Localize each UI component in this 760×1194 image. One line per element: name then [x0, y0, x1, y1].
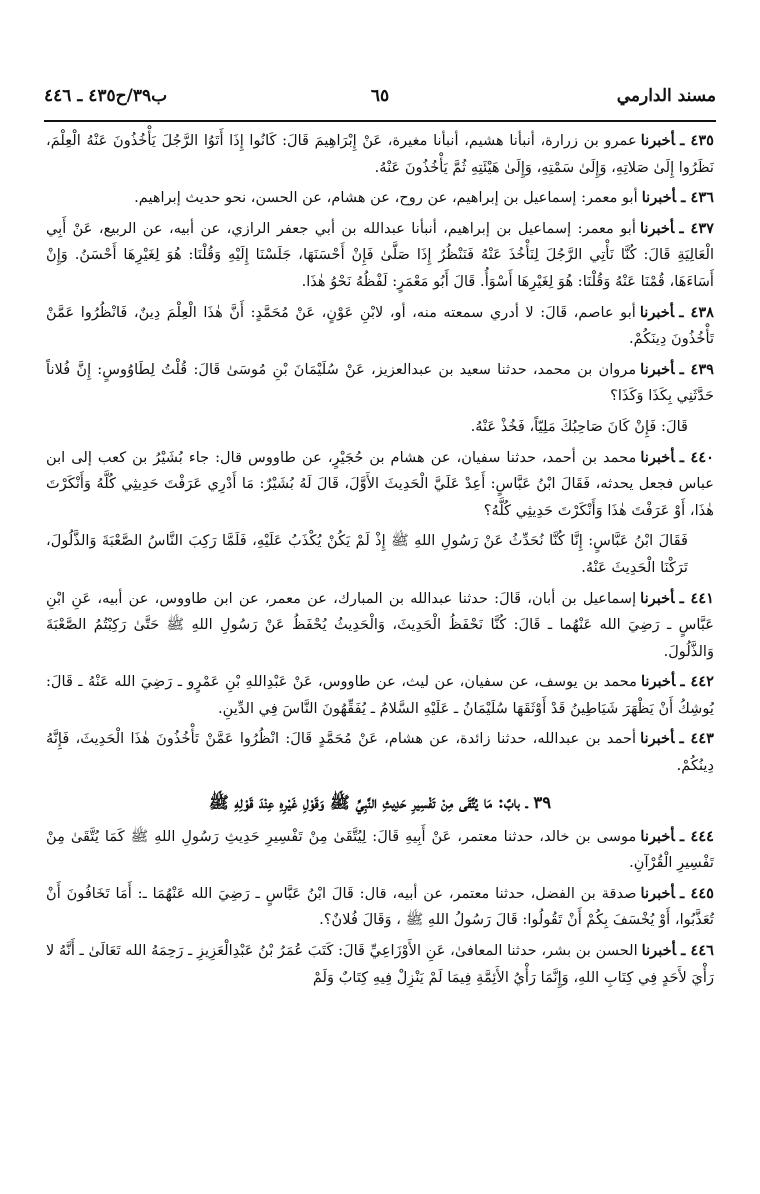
- hadith-number: ٤٣٧ ـ: [679, 219, 715, 237]
- hadith-text: الحسن بن بشر، حدثنا المعافىٰ، عَنِ الأَوْزَاعِيِّ قَالَ: كَتَبَ عُمَرُ بْنُ عَبْدِالْعَزِيزِ ـ رَحِمَهُ الله تَعَالَىٰ ـ أَنَّهُ لا رَأْيَ لأَحَدٍ فِي كِتَابِ اللهِ، وَإِنَّمَا رَأْيُ الأَئِمَّةِ فِيمَا لَمْ يَنْزِلْ فِيهِ كِتَابٌ وَلَمْ: [46, 942, 714, 986]
- hadith-paragraph: [46, 824, 714, 877]
- chain-lead-word: أخبرنا: [640, 132, 676, 149]
- book-title: مسند الدارمي: [616, 86, 716, 106]
- page-number: ٦٥: [370, 86, 390, 106]
- hadith-paragraph: [46, 216, 714, 296]
- hadith-paragraph: [46, 669, 714, 722]
- page-header: [44, 86, 716, 120]
- hadith-paragraph: [46, 881, 714, 934]
- hadith-number: ٤٣٨ ـ: [679, 303, 714, 321]
- chain-lead-word: أخبرنا: [640, 360, 675, 378]
- chain-lead-word: أخبرنا: [639, 303, 675, 321]
- hadith-paragraph: [46, 938, 714, 991]
- chain-lead-word: أخبرنا: [639, 219, 675, 237]
- chain-lead-word: أخبرنا: [640, 589, 675, 607]
- hadith-text: مروان بن محمد، حدثنا سعيد بن عبدالعزيز، عَنْ سُلَيْمَانَ بْنِ مُوسَىٰ قَالَ: قُلْتُ لِطَاوُوسٍ: إِنَّ فُلاناً حَدَّثَنِي بِكَذَا وَكَذَا؟: [46, 360, 714, 405]
- hadith-paragraph: [46, 300, 714, 353]
- chain-lead-word: أخبرنا: [640, 730, 675, 748]
- hadith-number: ٤٤٠ ـ: [679, 448, 714, 466]
- hadith-text: أبو عاصم، قَالَ: لا أدري سمعته منه، أو، لابْنِ عَوْنٍ، عَنْ مُحَمَّدٍ: أَنَّ هٰذَا الْعِلْمَ دِينٌ، فَانْظُرُوا عَمَّنْ تَأْخُذُونَ دِينَكُمْ.: [46, 303, 714, 348]
- hadith-number: ٤٤٣ ـ: [679, 730, 715, 748]
- chain-lead-word: أخبرنا: [641, 189, 677, 207]
- chain-lead-word: أخبرنا: [640, 673, 676, 691]
- page-body: [46, 128, 714, 995]
- hadith-paragraph: [46, 128, 714, 181]
- hadith-text: أبو معمر: إسماعيل بن إبراهيم، أنبأنا عبدالله بن أبي جعفر الرازي، عن أبيه، عن الربيع، عَنْ أَبِي الْعَالِيَةِ قَالَ: كُنَّا نَأْتِي الرَّجُلَ لِنَأْخُذَ عَنْهُ فَنَنْظُرُ إِذَا صَلَّىٰ فَإِنْ أَحْسَنَهَا، جَلَسْنَا إِلَيْهِ وَقُلْنَا: هُوَ لِغَيْرِهَا أَحْسَنُ. وَإِنْ أَسَاءَهَا، قُمْنَا عَنْهُ وَقُلْنَا: هُوَ لِغَيْرِهَا أَسْوَأُ. قَالَ أَبُو مَعْمَرٍ: لَفْظُهُ نَحْوُ هٰذَا.: [46, 219, 714, 290]
- hadith-number: ٤٣٦ ـ: [681, 189, 714, 207]
- hadith-number: ٤٣٥ ـ: [680, 132, 714, 149]
- hadith-paragraph: [46, 357, 714, 410]
- hadith-paragraph: [46, 185, 714, 212]
- hadith-text: فَقَالَ ابْنُ عَبَّاسٍ: إِنَّا كُنَّا نُحَدِّثُ عَنْ رَسُولِ اللهِ ﷺ إِذْ لَمْ يَكُنْ يُكْذَبُ عَلَيْهِ، فَلَمَّا رَكِبَ النَّاسُ الصَّعْبَةَ وَالذَّلُولَ، تَرَكْنَا الْحَدِيثَ عَنْهُ.: [46, 532, 688, 576]
- hadith-text: أحمد بن عبدالله، حدثنا زائدة، عن هشام، عَنْ مُحَمَّدٍ قَالَ: انْظُرُوا عَمَّنْ تَأْخُذُونَ هٰذَا الْحَدِيثَ، فَإِنَّهُ دِينُكُمْ.: [46, 730, 714, 775]
- hadith-range: ب٣٩/ح٤٣٥ ـ ٤٤٦: [44, 86, 168, 106]
- header-rule: [44, 120, 716, 122]
- hadith-paragraph: [46, 445, 714, 525]
- chain-lead-word: أخبرنا: [640, 448, 675, 466]
- hadith-continuation: [46, 528, 714, 581]
- chain-lead-word: أخبرنا: [640, 827, 675, 845]
- hadith-group-1: [46, 128, 714, 780]
- hadith-number: ٤٤١ ـ: [679, 589, 715, 607]
- hadith-continuation: [46, 414, 714, 441]
- hadith-text: عمرو بن زرارة، أنبأنا هشيم، أنبأنا مغيرة، عَنْ إِبْرَاهِيمَ قَالَ: كَانُوا إِذَا أَتَوُا الرَّجُلَ يَأْخُذُونَ عَنْهُ الْعِلْمَ، نَظَرُوا إِلَىٰ صَلاتِهِ، وَإِلَىٰ سَمْتِهِ، وَإِلَىٰ هَيْئَتِهِ ثُمَّ يَأْخُذُونَ عَنْهُ.: [46, 132, 714, 176]
- hadith-number: ٤٤٢ ـ: [680, 673, 715, 691]
- hadith-number: ٤٤٦ ـ: [681, 942, 714, 960]
- chain-lead-word: أخبرنا: [640, 884, 675, 902]
- hadith-text: صدقة بن الفضل، حدثنا معتمر، عن أبيه، قال: قَالَ ابْنُ عَبَّاسٍ ـ رَضِيَ الله عَنْهُمَا ـ: أَمَا تَخَافُونَ أَنْ تُعَذَّبُوا، أَوْ يُخْسَفَ بِكُمْ أَنْ تَقُولُوا: قَالَ رَسُولُ اللهِ ﷺ ، وَقَالَ فُلانٌ؟.: [46, 884, 714, 929]
- hadith-number: ٤٣٩ ـ: [679, 360, 715, 378]
- hadith-number: ٤٤٤ ـ: [679, 827, 715, 845]
- hadith-text: محمد بن أحمد، حدثنا سفيان، عن هشام بن حُجَيْرٍ، عن طاووس قال: جاء بُشَيْرُ بن كعب إلى ابن عباس فجعل يحدثه، فَقَالَ ابْنُ عَبَّاسٍ: أَعِدْ عَلَيَّ الْحَدِيثَ الأَوَّلَ، قَالَ لَهُ بُشَيْرٌ: مَا أَدْرِي عَرَفْتَ حَدِيثِي كُلَّهُ وَأَنْكَرْتَ هٰذَا، أَوْ عَرَفْتَ هٰذَا وَأَنْكَرْتَ حَدِيثِي كُلَّهُ؟: [46, 448, 714, 519]
- chain-lead-word: أخبرنا: [641, 942, 677, 960]
- hadith-text: موسى بن خالد، حدثنا معتمر، عَنْ أَبِيهِ قَالَ: لِيُتَّقَىٰ مِنْ تَفْسِيرِ حَدِيثِ رَسُولِ اللهِ ﷺ كَمَا يُتَّقَىٰ مِنْ تَفْسِيرِ الْقُرْآنِ.: [46, 827, 714, 872]
- hadith-number: ٤٤٥ ـ: [679, 884, 714, 902]
- hadith-text: محمد بن يوسف، عن سفيان، عن ليث، عن طاووس، عَنْ عَبْدِاللهِ بْنِ عَمْرٍو ـ رَضِيَ الله عَنْهُ ـ قَالَ: يُوشِكُ أَنْ يَظْهَرَ شَيَاطِينُ قَدْ أَوْثَقَهَا سُلَيْمَانُ ـ عَلَيْهِ السَّلامُ ـ يُفَقِّهُونَ النَّاسَ فِي الدِّينِ.: [46, 673, 714, 717]
- hadith-paragraph: [46, 586, 714, 666]
- chapter-heading: ٣٩ ـ بابٌ: مَا يُتَّقَى مِنْ تَفْسِيرِ حَدِيثِ النَّبِيِّ ﷺ وَقَوْلِ غَيْرِهِ عِنْدَ قَوْلِهِ ﷺ: [208, 792, 552, 812]
- hadith-text: أبو معمر: إسماعيل بن إبراهيم، عن روح، عن هشام، عن الحسن، نحو حديث إبراهيم.: [134, 189, 638, 207]
- hadith-group-2: [46, 824, 714, 992]
- hadith-paragraph: [46, 726, 714, 779]
- hadith-text: إسماعيل بن أبان، قَالَ: حدثنا عبدالله بن المبارك، عن معمر، عن ابن طاووس، عن أبيه، عَنِ ابْنِ عَبَّاسٍ ـ رَضِيَ الله عَنْهُما ـ قَالَ: كُنَّا نَحْفَظُ الْحَدِيثَ، وَالْحَدِيثُ يُحْفَظُ عَنْ رَسُولِ اللهِ ﷺ حَتَّىٰ رَكِبْتُمُ الصَّعْبَةَ وَالذَّلُولَ.: [46, 589, 714, 660]
- hadith-text: قَالَ: فَإِنْ كَانَ صَاحِبُكَ مَلِيّاً، فَخُذْ عَنْهُ.: [470, 417, 688, 435]
